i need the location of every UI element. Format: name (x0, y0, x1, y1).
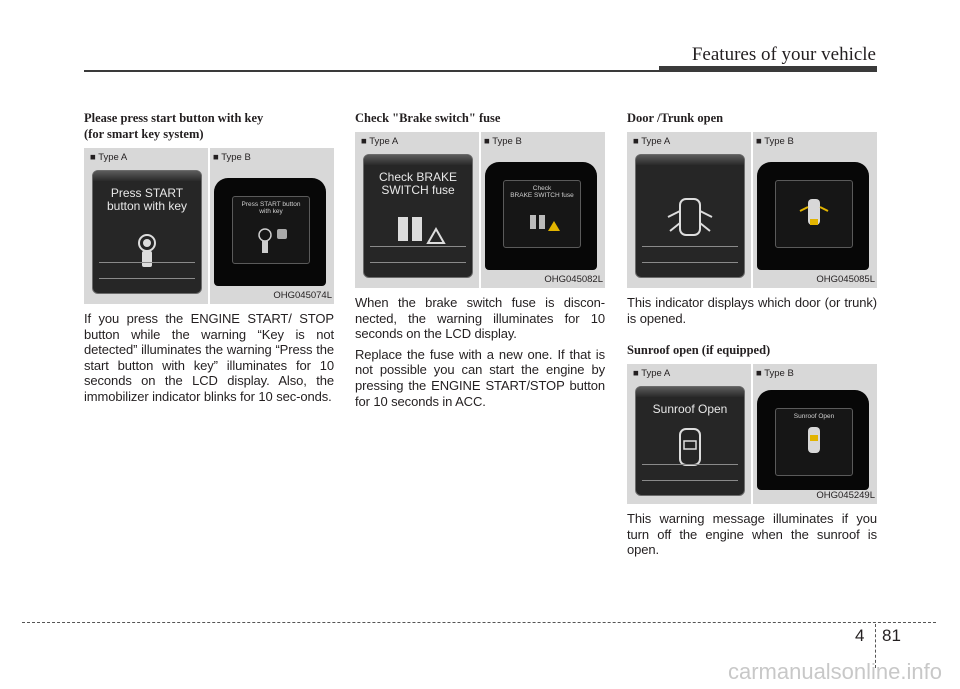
display-rule (642, 464, 738, 465)
figure-sunroof (627, 364, 877, 504)
smart-key-icon (233, 197, 309, 263)
car-sunroof-icon (776, 409, 852, 475)
section-title-sunroof: Sunroof open (if equipped) (627, 343, 771, 358)
cluster-display-type-a (635, 386, 745, 496)
car-doors-open-icon (636, 155, 744, 277)
figure-type-b-label: ■ Type B (213, 152, 251, 163)
figure-divider (751, 364, 753, 504)
display-message-line: Check (532, 185, 552, 192)
section-title-door-trunk: Door /Trunk open (627, 111, 724, 125)
cluster-display-type-b (485, 162, 597, 270)
section-title-line: (for smart key system) (84, 127, 204, 141)
figure-start-button (84, 148, 334, 304)
figure-type-b-label: ■ Type B (756, 136, 794, 147)
display-inner-frame (503, 180, 581, 248)
display-rule (642, 480, 738, 481)
figure-type-a-label: ■ Type A (633, 136, 671, 147)
column-start-button (84, 110, 334, 410)
car-doors-open-icon (776, 181, 852, 247)
figure-type-a-label: ■ Type A (361, 136, 399, 147)
figure-type-a-label: ■ Type A (633, 368, 671, 380)
column-door-sunroof (627, 110, 877, 563)
figure-code: OHG045082L (544, 274, 603, 285)
display-message-line: Press START (110, 186, 184, 200)
watermark: carmanualsonline.info (727, 659, 942, 684)
display-rule (99, 262, 195, 263)
figure-brake-switch (355, 132, 605, 288)
figure-divider (208, 148, 210, 304)
section-title-line: Please press start button with key (84, 111, 264, 125)
fuse-warning-icon (504, 181, 580, 247)
display-rule (642, 246, 738, 247)
display-message-line: Check BRAKE (378, 170, 458, 184)
figure-code: OHG045085L (816, 274, 875, 285)
header-rule-accent (659, 66, 877, 71)
display-message: Sunroof Open (652, 402, 728, 417)
figure-type-b-label: ■ Type B (484, 136, 522, 147)
figure-divider (479, 132, 481, 288)
column-brake-switch (355, 110, 605, 414)
body-paragraph: If you press the ENGINE START/ STOP button while the warning “Key is not detected” illuminates the warning “Press the start button with key” illuminates for 10 seconds on the LCD display. Also, the immobilizer indicator blinks for 10 sec-onds. (84, 311, 334, 404)
figure-door-trunk (627, 132, 877, 288)
body-paragraph: Replace the fuse with a new one. If that is not possible you can start the engine by pressing the ENGINE START/STOP button for 10 seconds in ACC. (355, 346, 605, 409)
chapter-number: 4 (855, 626, 865, 645)
figure-code: OHG045074L (273, 290, 332, 301)
smart-key-icon (93, 171, 201, 293)
cluster-display-type-a (92, 170, 202, 294)
body-paragraph: When the brake switch fuse is discon-nected, the warning illuminates for 10 seconds on the LCD display. (355, 295, 605, 342)
figure-divider (751, 132, 753, 288)
figure-type-a-label: ■ Type A (90, 152, 128, 163)
cluster-display-type-b (757, 162, 869, 270)
figure-type-b-label: ■ Type B (756, 368, 794, 380)
display-rule (370, 262, 466, 263)
page-number: 81 (882, 626, 901, 645)
body-paragraph: This indicator displays which door (or trunk) is opened. (627, 295, 877, 326)
display-rule (99, 278, 195, 279)
section-title-brake-switch: Check "Brake switch" fuse (355, 111, 501, 125)
display-message: Sunroof Open (793, 413, 835, 421)
display-rule (370, 246, 466, 247)
display-message-line: button with key (106, 199, 188, 213)
cluster-display-type-a (635, 154, 745, 278)
display-message-line: with key (259, 208, 283, 215)
fuse-warning-icon (364, 155, 472, 277)
body-paragraph: This warning message illuminates if you turn off the engine when the sunroof is open. (627, 511, 877, 558)
cluster-display-type-a (363, 154, 473, 278)
display-message-line: BRAKE SWITCH fuse (510, 192, 574, 199)
section-title-start-button (84, 110, 334, 142)
page-header-title: Features of your vehicle (691, 44, 876, 65)
display-message-line: SWITCH fuse (381, 183, 455, 197)
display-inner-frame (775, 180, 853, 248)
cluster-display-type-b (214, 178, 326, 286)
cluster-display-type-b (757, 390, 869, 490)
display-inner-frame (775, 408, 853, 476)
figure-code: OHG045249L (816, 490, 875, 502)
display-message-line: Press START button (241, 201, 301, 208)
display-inner-frame (232, 196, 310, 264)
car-sunroof-icon (636, 387, 744, 495)
footer-rule (22, 622, 936, 623)
display-rule (642, 262, 738, 263)
